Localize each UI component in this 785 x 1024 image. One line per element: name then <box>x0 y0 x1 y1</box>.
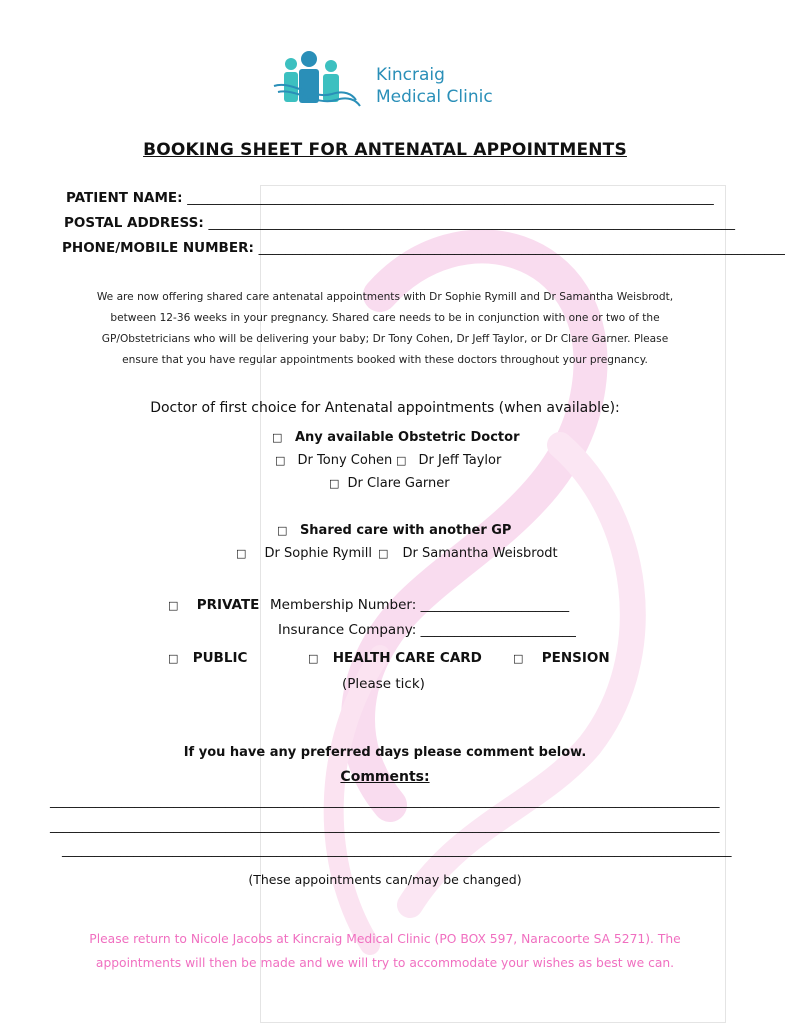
option-label: Dr Tony Cohen <box>297 453 393 468</box>
health-care-card-label: HEALTH CARE CARD <box>332 650 482 666</box>
preferred-days-prompt: If you have any preferred days please comment below. <box>183 745 587 760</box>
option-sophie-rymill[interactable] <box>236 546 372 561</box>
checkbox-icon[interactable]: □ <box>329 477 340 490</box>
membership-number-row[interactable] <box>270 597 569 613</box>
postal-address-row[interactable] <box>64 215 735 231</box>
patient-name-line[interactable]: ______________________________________________________________________________ <box>187 190 714 206</box>
comment-line-2[interactable]: _______________________________________________________________________________________________________ <box>50 819 720 834</box>
private-label: PRIVATE <box>196 597 260 613</box>
option-jeff-taylor[interactable] <box>396 453 501 468</box>
public-label: PUBLIC <box>192 650 248 666</box>
clinic-name-line2: Medical Clinic <box>376 87 493 107</box>
appointments-change-note: (These appointments can/may be changed) <box>248 872 522 887</box>
option-health-care-card[interactable] <box>308 650 482 666</box>
intro-line: between 12-36 weeks in your pregnancy. Shared care needs to be in conjunction with one or two of the <box>110 312 660 324</box>
option-public[interactable] <box>168 650 247 666</box>
option-label: Dr Sophie Rymill <box>264 546 372 561</box>
checkbox-icon[interactable]: □ <box>168 599 179 612</box>
option-clare-garner[interactable] <box>329 476 450 491</box>
comment-line-1[interactable]: _______________________________________________________________________________________________________ <box>50 794 720 809</box>
page-title: BOOKING SHEET FOR ANTENATAL APPOINTMENTS <box>143 140 627 160</box>
option-label: Dr Clare Garner <box>347 476 450 491</box>
intro-paragraph <box>60 287 710 371</box>
clinic-logo <box>272 50 512 110</box>
phone-label: PHONE/MOBILE NUMBER: <box>62 240 254 256</box>
option-private[interactable] <box>168 597 259 613</box>
patient-name-label: PATIENT NAME: <box>66 190 183 206</box>
option-label: Shared care with another GP <box>299 523 512 538</box>
option-label: Dr Samantha Weisbrodt <box>402 546 558 561</box>
membership-line[interactable]: ______________________ <box>420 597 570 613</box>
insurance-company-label: Insurance Company: <box>278 622 417 638</box>
intro-line: GP/Obstetricians who will be delivering your baby; Dr Tony Cohen, Dr Jeff Taylor, or Dr Clare Garner. Please <box>101 333 669 345</box>
checkbox-icon[interactable]: □ <box>272 431 283 444</box>
doctor-choice-heading: Doctor of first choice for Antenatal appointments (when available): <box>150 400 620 416</box>
membership-label: Membership Number: <box>270 597 417 613</box>
option-shared-care[interactable] <box>277 523 511 538</box>
intro-line: ensure that you have regular appointments booked with these doctors throughout your pregnancy. <box>122 354 648 366</box>
checkbox-icon[interactable]: □ <box>275 454 286 467</box>
insurance-company-row[interactable] <box>278 622 576 638</box>
family-icon <box>272 50 372 110</box>
option-any-obstetric[interactable] <box>272 430 520 445</box>
phone-row[interactable] <box>62 240 785 256</box>
clinic-name <box>376 64 493 108</box>
clinic-name-line1: Kincraig <box>376 65 445 85</box>
comment-line-3[interactable]: _______________________________________________________________________________________________________ <box>62 843 732 858</box>
phone-line[interactable]: ______________________________________________________________________________ <box>258 240 785 256</box>
insurance-company-line[interactable]: _______________________ <box>420 622 576 638</box>
pension-label: PENSION <box>541 650 610 666</box>
option-label: Any available Obstetric Doctor <box>294 430 520 445</box>
checkbox-icon[interactable]: □ <box>378 547 389 560</box>
return-instructions <box>40 927 730 975</box>
return-line: Please return to Nicole Jacobs at Kincraig Medical Clinic (PO BOX 597, Naracoorte SA 5271). The <box>89 932 681 946</box>
checkbox-icon[interactable]: □ <box>277 524 288 537</box>
checkbox-icon[interactable]: □ <box>308 652 319 665</box>
option-pension[interactable] <box>513 650 610 666</box>
option-label: Dr Jeff Taylor <box>418 453 502 468</box>
intro-line: We are now offering shared care antenatal appointments with Dr Sophie Rymill and Dr Samantha Weisbrodt, <box>96 291 674 303</box>
postal-address-label: POSTAL ADDRESS: <box>64 215 204 231</box>
patient-name-row[interactable] <box>66 190 714 206</box>
comments-heading: Comments: <box>340 769 430 785</box>
checkbox-icon[interactable]: □ <box>236 547 247 560</box>
option-samantha-weisbrodt[interactable] <box>378 546 558 561</box>
return-line: appointments will then be made and we will try to accommodate your wishes as best we can. <box>95 956 675 970</box>
postal-address-line[interactable]: ______________________________________________________________________________ <box>208 215 735 231</box>
checkbox-icon[interactable]: □ <box>168 652 179 665</box>
checkbox-icon[interactable]: □ <box>396 454 407 467</box>
please-tick-note: (Please tick) <box>342 676 425 692</box>
option-tony-cohen[interactable] <box>275 453 392 468</box>
checkbox-icon[interactable]: □ <box>513 652 524 665</box>
